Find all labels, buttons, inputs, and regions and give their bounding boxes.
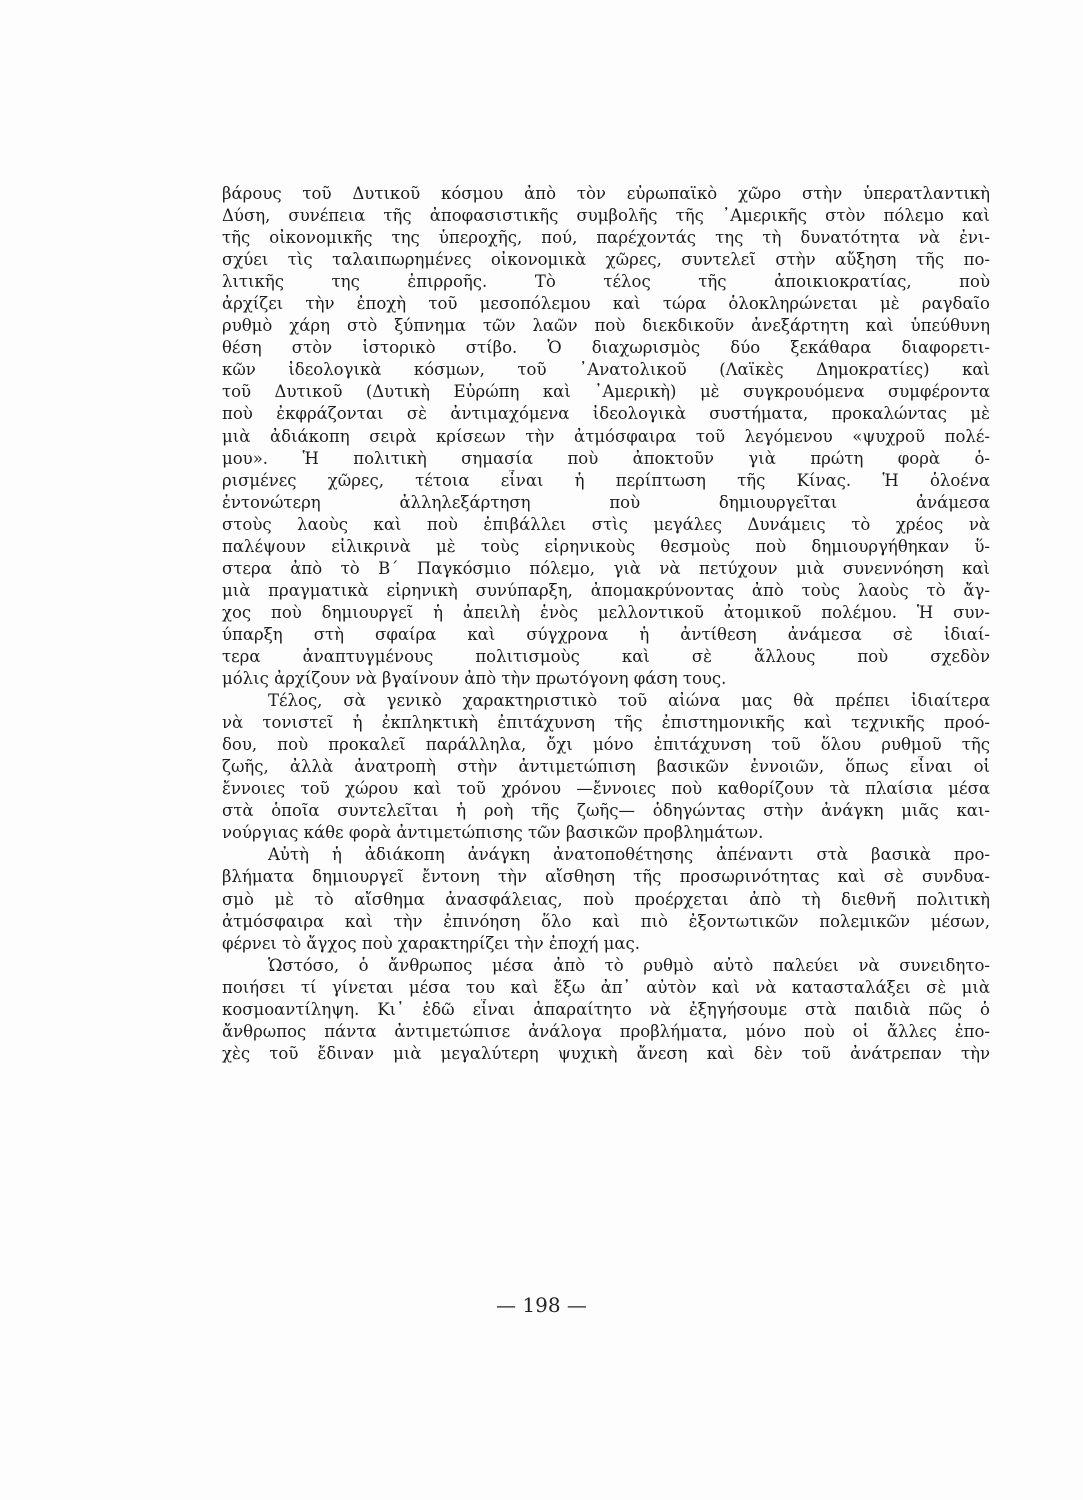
text-line: Δύση, συνέπεια τῆς ἀποφασιστικῆς συμβολῆς τῆς ᾿Αμερικῆς στὸν πόλεμο καὶ bbox=[222, 206, 990, 226]
text-line: μόλις ἀρχίζουν νὰ βγαίνουν ἀπὸ τὴν πρωτόγονη φάση τους. bbox=[222, 669, 727, 689]
text-line: βάρους τοῦ Δυτικοῦ κόσμου ἀπὸ τὸν εὐρωπαϊκὸ χῶρο στὴν ὑπερατλαντικὴ bbox=[222, 184, 990, 203]
text-line: σμὸ μὲ τὸ αἴσθημα ἀνασφάλειας, ποὺ προέρχεται ἀπὸ τὴ διεθνῆ πολιτικὴ bbox=[222, 889, 990, 909]
text-line: ἀρχίζει τὴν ἐποχὴ τοῦ μεσοπόλεμου καὶ τώρα ὁλοκληρώνεται μὲ ραγδαῖο bbox=[222, 294, 990, 314]
text-line: τερα ἀναπτυγμένους πολιτισμοὺς καὶ σὲ ἄλλους ποὺ σχεδὸν bbox=[222, 646, 990, 666]
text-line: βλήματα δημιουργεῖ ἔντονη τὴν αἴσθηση τῆς προσωρινότητας καὶ σὲ συνδυα- bbox=[222, 867, 990, 887]
text-line: νὰ τονιστεῖ ἡ ἐκπληκτικὴ ἐπιτάχυνση τῆς ἐπιστημονικῆς καὶ τεχνικῆς προό- bbox=[222, 713, 990, 733]
text-line: σχύει τὶς ταλαιπωρημένες οἰκονομικὰ χῶρες, συντελεῖ στὴν αὔξηση τῆς πο- bbox=[222, 250, 990, 270]
text-line: στὰ ὁποῖα συντελεῖται ἡ ροὴ τῆς ζωῆς— ὁδηγώντας στὴν ἀνάγκη μιᾶς και- bbox=[222, 801, 990, 821]
text-line: ἄνθρωπος πάντα ἀντιμετώπισε ἀνάλογα προβλήματα, μόνο ποὺ οἱ ἄλλες ἐπο- bbox=[222, 1021, 990, 1041]
text-line: νούργιας κάθε φορὰ ἀντιμετώπισης τῶν βασικῶν προβλημάτων. bbox=[222, 823, 764, 843]
text-line: ποιήσει τί γίνεται μέσα του καὶ ἔξω ἀπ᾿ αὐτὸν καὶ νὰ κατασταλάξει σὲ μιὰ bbox=[222, 977, 990, 997]
text-line: Τέλος, σὰ γενικὸ χαρακτηριστικὸ τοῦ αἰώνα μας θὰ πρέπει ἰδιαίτερα bbox=[268, 691, 990, 711]
text-line: φέρνει τὸ ἄγχος ποὺ χαρακτηρίζει τὴν ἐποχή μας. bbox=[222, 933, 640, 953]
text-line: κοσμοαντίληψη. Κι᾿ ἐδῶ εἶναι ἀπαραίτητο νὰ ἐξηγήσουμε στὰ παιδιὰ πῶς ὁ bbox=[222, 999, 990, 1019]
text-line: ρισμένες χῶρες, τέτοια εἶναι ἡ περίπτωση τῆς Κίνας. Ἡ ὁλοένα bbox=[222, 470, 990, 490]
text-line: μιὰ ἀδιάκοπη σειρὰ κρίσεων τὴν ἀτμόσφαιρα τοῦ λεγόμενου «ψυχροῦ πολέ- bbox=[222, 426, 990, 446]
text-line: στερα ἀπὸ τὸ Β΄ Παγκόσμιο πόλεμο, γιὰ νὰ πετύχουν μιὰ συνεννόηση καὶ bbox=[222, 558, 990, 578]
text-line: τοῦ Δυτικοῦ (Δυτικὴ Εὐρώπη καὶ ᾿Αμερικὴ) μὲ συγκρουόμενα συμφέροντα bbox=[222, 382, 990, 402]
body-text bbox=[222, 183, 990, 1065]
text-line: λιτικῆς της ἐπιρροῆς. Τὸ τέλος τῆς ἀποικιοκρατίας, ποὺ bbox=[222, 272, 990, 292]
text-line: κῶν ἰδεολογικὰ κόσμων, τοῦ ᾿Ανατολικοῦ (Λαϊκὲς Δημοκρατίες) καὶ bbox=[222, 360, 990, 380]
text-line: παλέψουν εἰλικρινὰ μὲ τοὺς εἰρηνικοὺς θεσμοὺς ποὺ δημιουργήθηκαν ὕ- bbox=[222, 536, 990, 556]
text-line: ἔννοιες τοῦ χώρου καὶ τοῦ χρόνου —ἔννοιες ποὺ καθορίζουν τὰ πλαίσια μέσα bbox=[222, 779, 990, 799]
text-line: χὲς τοῦ ἔδιναν μιὰ μεγαλύτερη ψυχικὴ ἄνεση καὶ δὲν τοῦ ἀνάτρεπαν τὴν bbox=[222, 1043, 990, 1063]
text-line: τῆς οἰκονομικῆς της ὑπεροχῆς, πού, παρέχοντάς της τὴ δυνατότητα νὰ ἐνι- bbox=[222, 228, 990, 248]
text-line: ύπαρξη στὴ σφαίρα καὶ σύγχρονα ἡ ἀντίθεση ἀνάμεσα σὲ ἰδιαί- bbox=[222, 624, 990, 644]
text-line: θέση στὸν ἱστορικὸ στίβο. Ὁ διαχωρισμὸς δύο ξεκάθαρα διαφορετι- bbox=[222, 338, 990, 358]
paragraph bbox=[222, 690, 990, 844]
text-line: μιὰ πραγματικὰ εἰρηνικὴ συνύπαρξη, ἀπομακρύνοντας ἀπὸ τοὺς λαοὺς τὸ ἄγ- bbox=[222, 580, 990, 600]
text-line: Αὐτὴ ἡ ἀδιάκοπη ἀνάγκη ἀνατοποθέτησης ἀπέναντι στὰ βασικὰ προ- bbox=[268, 845, 990, 865]
page-number: — 198 — bbox=[496, 1293, 587, 1317]
text-line: μου». Ἡ πολιτικὴ σημασία ποὺ ἀποκτοῦν γιὰ πρώτη φορὰ ὁ- bbox=[222, 448, 990, 468]
paragraph bbox=[222, 955, 990, 1065]
paragraph bbox=[222, 183, 990, 690]
text-line: ἀτμόσφαιρα καὶ τὴν ἐπινόηση ὅλο καὶ πιὸ ἐξοντωτικῶν πολεμικῶν μέσων, bbox=[222, 911, 990, 931]
text-line: Ὡστόσο, ὁ ἄνθρωπος μέσα ἀπὸ τὸ ρυθμὸ αὐτὸ παλεύει νὰ συνειδητο- bbox=[268, 955, 990, 975]
paragraph bbox=[222, 844, 990, 954]
text-line: ζωῆς, ἀλλὰ ἀνατροπὴ στὴν ἀντιμετώπιση βασικῶν ἐννοιῶν, ὅπως εἶναι οἱ bbox=[222, 757, 990, 777]
text-line: ρυθμὸ χάρη στὸ ξύπνημα τῶν λαῶν ποὺ διεκδικοῦν ἀνεξάρτητη καὶ ὑπεύθυνη bbox=[222, 316, 990, 336]
text-line: ἐντονώτερη ἀλληλεξάρτηση ποὺ δημιουργεῖται ἀνάμεσα bbox=[222, 492, 990, 512]
text-line: δου, ποὺ προκαλεῖ παράλληλα, ὄχι μόνο ἐπιτάχυνση τοῦ ὅλου ρυθμοῦ τῆς bbox=[222, 735, 990, 755]
text-line: χος ποὺ δημιουργεῖ ἡ ἀπειλὴ ἑνὸς μελλοντικοῦ ἀτομικοῦ πολέμου. Ἡ συν- bbox=[222, 602, 990, 622]
text-line: στοὺς λαοὺς καὶ ποὺ ἐπιβάλλει στὶς μεγάλες Δυνάμεις τὸ χρέος νὰ bbox=[222, 514, 990, 534]
text-line: ποὺ ἐκφράζονται σὲ ἀντιμαχόμενα ἰδεολογικὰ συστήματα, προκαλώντας μὲ bbox=[222, 404, 990, 424]
